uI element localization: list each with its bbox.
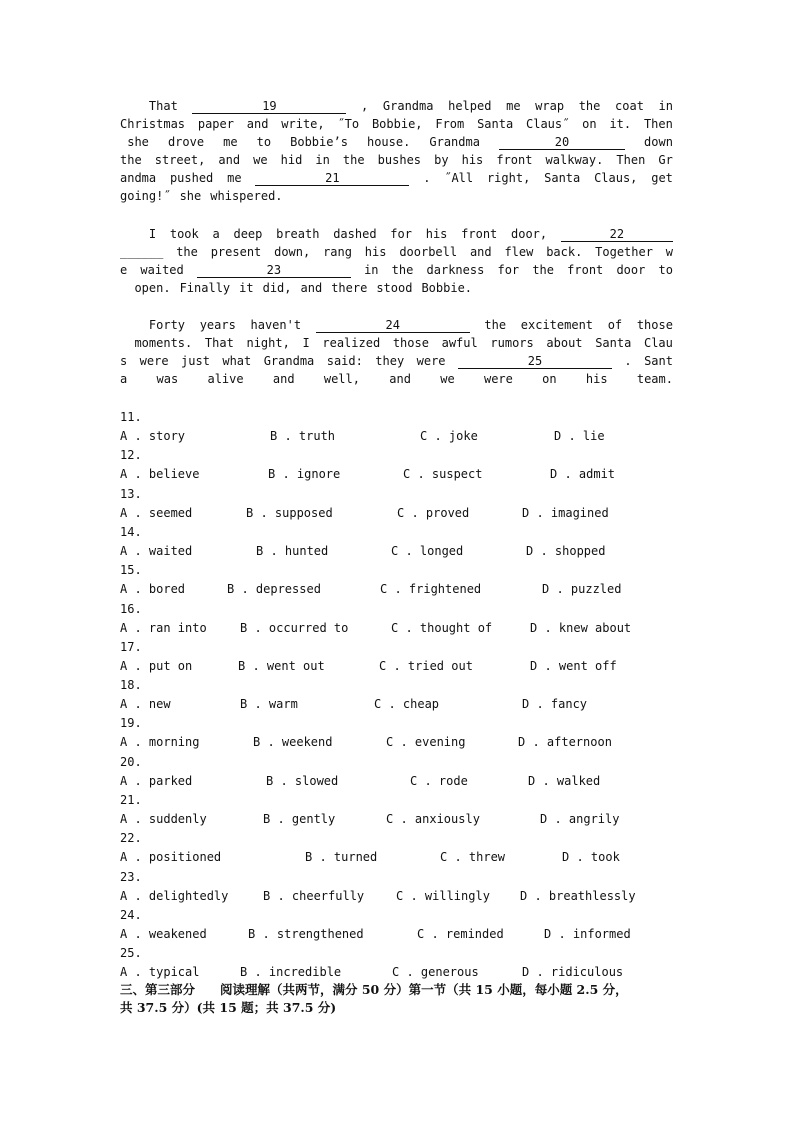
passage-word: Then	[616, 153, 646, 167]
passage-word: in	[364, 263, 379, 277]
option-a: A . waited	[120, 544, 193, 558]
passage-word: those	[392, 336, 429, 350]
question-options	[120, 543, 720, 559]
passage-word: a	[212, 227, 220, 241]
passage-line	[120, 116, 673, 132]
blank-25: 25	[458, 355, 612, 369]
passage-word: I	[302, 336, 310, 350]
option-c: C . rode	[410, 774, 468, 788]
question-number: 13.	[120, 487, 142, 501]
passage-word: wrap	[535, 99, 565, 113]
option-b: B . depressed	[227, 582, 321, 596]
passage-word: she	[120, 135, 149, 149]
passage-word: open.	[120, 281, 171, 295]
option-b: B . truth	[270, 429, 336, 443]
passage-word: drove	[167, 135, 205, 149]
option-c: C . longed	[391, 544, 464, 558]
passage-word: and	[300, 281, 323, 295]
passage-word: the	[342, 153, 365, 167]
passage-word: andma	[120, 171, 157, 185]
passage-word: stood	[376, 281, 413, 295]
option-b: B . supposed	[246, 506, 333, 520]
passage-word: the	[176, 245, 198, 259]
passage-word: .	[423, 171, 431, 185]
passage-word: darkness	[426, 263, 485, 277]
passage-word: the	[120, 153, 142, 167]
passage-word: was	[156, 372, 179, 386]
option-a: A . ran into	[120, 621, 207, 635]
option-d: D . puzzled	[542, 582, 622, 596]
passage-word: going!˝	[120, 189, 171, 203]
passage-word: paper	[197, 117, 234, 131]
passage-word: haven't	[250, 318, 302, 332]
passage-word: doorbell	[399, 245, 458, 259]
passage-word: did,	[262, 281, 292, 295]
question-options	[120, 581, 720, 597]
question-options	[120, 428, 720, 444]
option-a: A . bored	[120, 582, 186, 596]
passage-line	[120, 188, 673, 204]
passage-line	[120, 244, 673, 260]
passage-word: street,	[154, 153, 206, 167]
option-d: D . angrily	[540, 812, 620, 826]
passage-word: realized	[322, 336, 381, 350]
question-options	[120, 773, 720, 789]
passage-line	[120, 152, 673, 168]
option-b: B . cheerfully	[263, 889, 365, 903]
passage-word: me	[223, 135, 238, 149]
passage-word: in	[658, 99, 673, 113]
passage-word: ______	[120, 245, 164, 259]
passage-word: his	[364, 245, 387, 259]
question-number: 25.	[120, 946, 142, 960]
passage-word: just	[181, 354, 210, 368]
passage-word: right,	[486, 171, 531, 185]
option-b: B . slowed	[266, 774, 339, 788]
passage-word: it.	[609, 117, 632, 131]
passage-word: waited	[140, 263, 184, 277]
question-number: 21.	[120, 793, 142, 807]
passage-line	[120, 170, 673, 186]
option-c: C . evening	[386, 735, 466, 749]
option-d: D . admit	[550, 467, 616, 481]
passage-word: Christmas	[120, 117, 186, 131]
passage-word: moments.	[120, 336, 193, 350]
question-options	[120, 849, 720, 865]
passage-word: me	[506, 99, 521, 113]
option-c: C . tried out	[379, 659, 473, 673]
passage-line	[120, 98, 673, 114]
passage-word: get	[651, 171, 673, 185]
passage-line	[120, 335, 673, 351]
option-a: A . story	[120, 429, 186, 443]
blank-20: 20	[499, 136, 625, 150]
option-a: A . new	[120, 697, 171, 711]
passage-word: whispered.	[210, 189, 283, 203]
option-c: C . generous	[392, 965, 479, 979]
question-options	[120, 466, 720, 482]
option-d: D . walked	[528, 774, 601, 788]
option-a: A . seemed	[120, 506, 193, 520]
passage-word: well,	[323, 372, 360, 386]
passage-word: rang	[323, 245, 352, 259]
option-d: D . took	[562, 850, 620, 864]
passage-word: front	[461, 227, 498, 241]
passage-word: e	[120, 263, 128, 277]
passage-word: excitement	[520, 318, 594, 332]
passage-word: what	[222, 354, 252, 368]
passage-word: ˝To	[337, 117, 360, 131]
question-number: 24.	[120, 908, 142, 922]
question-options	[120, 964, 720, 980]
passage-word: front	[496, 153, 533, 167]
passage-word: breath	[276, 227, 320, 241]
question-options	[120, 811, 720, 827]
passage-word: door,	[511, 227, 548, 241]
blank-21: 21	[255, 172, 409, 186]
question-number: 11.	[120, 410, 142, 424]
blank-24: 24	[316, 319, 470, 333]
option-d: D . fancy	[522, 697, 588, 711]
option-d: D . breathlessly	[520, 889, 636, 903]
passage-word: Bobbie.	[421, 281, 473, 295]
option-c: C . thought of	[391, 621, 493, 635]
passage-word: ˝All	[444, 171, 474, 185]
option-a: A . believe	[120, 467, 200, 481]
option-d: D . afternoon	[518, 735, 612, 749]
option-d: D . informed	[544, 927, 631, 941]
passage-word: we	[440, 372, 455, 386]
option-a: A . weakened	[120, 927, 207, 941]
passage-word: awful	[441, 336, 478, 350]
passage-word: Grandma	[263, 354, 315, 368]
option-b: B . strengthened	[248, 927, 364, 941]
passage-word: .	[624, 354, 632, 368]
section-heading-line-2: 共 37.5 分）(共 15 题；共 37.5 分)	[120, 1000, 337, 1015]
passage-word: were	[139, 354, 169, 368]
passage-word: his	[425, 227, 448, 241]
passage-word: Finally	[179, 281, 231, 295]
option-a: A . delightedly	[120, 889, 229, 903]
passage-word: back.	[546, 245, 583, 259]
passage-word: door	[616, 263, 646, 277]
passage-word: Gr	[658, 153, 673, 167]
question-number: 15.	[120, 563, 142, 577]
passage-word: Bobbie,	[371, 117, 423, 131]
option-d: D . went off	[530, 659, 617, 673]
passage-line	[120, 371, 673, 387]
option-a: A . parked	[120, 774, 193, 788]
option-b: B . gently	[263, 812, 336, 826]
passage-word: That	[204, 336, 234, 350]
question-number: 20.	[120, 755, 142, 769]
question-options	[120, 658, 720, 674]
passage-word: and	[218, 153, 241, 167]
option-a: A . morning	[120, 735, 200, 749]
passage-line	[120, 134, 673, 150]
passage-word: for	[497, 263, 520, 277]
passage-word: Together	[595, 245, 653, 259]
passage-word: his	[585, 372, 608, 386]
question-number: 22.	[120, 831, 142, 845]
passage-line	[120, 317, 673, 333]
passage-word: ,	[361, 99, 369, 113]
passage-word: Santa	[595, 336, 632, 350]
passage-word: it	[239, 281, 254, 295]
option-c: C . willingly	[396, 889, 490, 903]
passage-word: bushes	[377, 153, 422, 167]
section-heading-line-1: 三、第三部分 阅读理解（共两节，满分 50 分）第一节（共 15 小题，每小题 2.5 分，	[120, 982, 628, 997]
passage-word: down	[644, 135, 673, 149]
passage-word: flew	[504, 245, 534, 259]
passage-word: From	[435, 117, 465, 131]
passage-word: walkway.	[545, 153, 604, 167]
question-number: 19.	[120, 716, 142, 730]
question-options	[120, 505, 720, 521]
option-d: D . ridiculous	[522, 965, 624, 979]
passage-word: she	[179, 189, 202, 203]
passage-line	[120, 353, 673, 369]
passage-word: rumors	[490, 336, 534, 350]
question-options	[120, 926, 720, 942]
blank-22: 22	[561, 228, 673, 242]
passage-word: front	[567, 263, 604, 277]
passage-word: were	[416, 354, 446, 368]
passage-word: deep	[233, 227, 263, 241]
passage-word: a	[120, 372, 128, 386]
passage-word: his	[461, 153, 484, 167]
passage-line	[120, 262, 673, 278]
passage-word: I	[120, 227, 157, 241]
option-c: C . joke	[420, 429, 478, 443]
option-b: B . hunted	[256, 544, 329, 558]
passage-word: those	[636, 318, 673, 332]
passage-word: me	[227, 171, 242, 185]
option-c: C . threw	[440, 850, 506, 864]
passage-word: Claus,	[594, 171, 638, 185]
option-c: C . frightened	[380, 582, 482, 596]
passage-word: write,	[281, 117, 325, 131]
option-c: C . proved	[397, 506, 470, 520]
passage-word: Then	[643, 117, 673, 131]
passage-line	[120, 226, 673, 242]
question-options	[120, 696, 720, 712]
question-number: 16.	[120, 602, 142, 616]
passage-word: s	[120, 354, 128, 368]
passage-word: the	[391, 263, 414, 277]
passage-word: said:	[326, 354, 363, 368]
passage-word: they	[375, 354, 405, 368]
passage-word: Bobbie’s	[290, 135, 348, 149]
passage-word: years	[199, 318, 236, 332]
passage-word: That	[120, 99, 178, 113]
question-options	[120, 734, 720, 750]
question-options	[120, 888, 720, 904]
passage-word: house.	[366, 135, 411, 149]
passage-word: the	[578, 99, 601, 113]
passage-word: and	[389, 372, 411, 386]
option-c: C . reminded	[417, 927, 504, 941]
passage-word: night,	[246, 336, 290, 350]
passage-word: on	[542, 372, 557, 386]
option-a: A . put on	[120, 659, 193, 673]
passage-word: Santa	[544, 171, 581, 185]
passage-word: alive	[207, 372, 244, 386]
question-options	[120, 620, 720, 636]
passage-word: and	[272, 372, 295, 386]
option-b: B . turned	[305, 850, 378, 864]
option-b: B . occurred to	[240, 621, 349, 635]
passage-word: pushed	[169, 171, 214, 185]
option-a: A . positioned	[120, 850, 222, 864]
question-number: 23.	[120, 870, 142, 884]
option-d: D . lie	[554, 429, 605, 443]
blank-19: 19	[192, 100, 346, 114]
passage-word: Clau	[643, 336, 673, 350]
passage-word: team.	[636, 372, 673, 386]
passage-word: Grandma	[382, 99, 434, 113]
passage-word: to	[256, 135, 272, 149]
passage-word: Grandma	[429, 135, 480, 149]
passage-word: the	[532, 263, 554, 277]
option-a: A . suddenly	[120, 812, 207, 826]
passage-word: took	[169, 227, 199, 241]
option-b: B . went out	[238, 659, 325, 673]
passage-word: by	[434, 153, 449, 167]
question-number: 18.	[120, 678, 142, 692]
option-b: B . warm	[240, 697, 298, 711]
option-a: A . typical	[120, 965, 200, 979]
passage-line	[120, 280, 673, 296]
option-b: B . incredible	[240, 965, 342, 979]
option-c: C . suspect	[403, 467, 483, 481]
question-number: 17.	[120, 640, 142, 654]
option-c: C . anxiously	[386, 812, 480, 826]
passage-word: for	[390, 227, 412, 241]
passage-word: coat	[615, 99, 644, 113]
passage-word: were	[483, 372, 513, 386]
option-c: C . cheap	[374, 697, 440, 711]
passage-word: helped	[448, 99, 492, 113]
question-number: 14.	[120, 525, 142, 539]
option-d: D . shopped	[526, 544, 606, 558]
section-heading	[120, 981, 700, 1017]
passage-word: and	[246, 117, 269, 131]
passage-word: in	[315, 153, 330, 167]
passage-word: of	[607, 318, 623, 332]
passage-word: we	[253, 153, 268, 167]
option-d: D . knew about	[530, 621, 632, 635]
passage-word: hid	[280, 153, 303, 167]
blank-23: 23	[197, 264, 351, 278]
passage-word: about	[546, 336, 583, 350]
passage-word: there	[331, 281, 368, 295]
passage-word: and	[469, 245, 492, 259]
option-b: B . weekend	[253, 735, 333, 749]
passage-word: Sant	[644, 354, 673, 368]
passage-word: dashed	[333, 227, 377, 241]
passage-word: the	[484, 318, 507, 332]
passage-word: Claus˝	[526, 117, 570, 131]
option-b: B . ignore	[268, 467, 341, 481]
passage-word: w	[665, 245, 673, 259]
passage-word: to	[658, 263, 673, 277]
passage-word: on	[582, 117, 597, 131]
passage-word: down,	[274, 245, 311, 259]
option-d: D . imagined	[522, 506, 609, 520]
question-number: 12.	[120, 448, 142, 462]
passage-word: Santa	[477, 117, 514, 131]
passage-word: present	[210, 245, 262, 259]
passage-word: Forty	[120, 318, 186, 332]
